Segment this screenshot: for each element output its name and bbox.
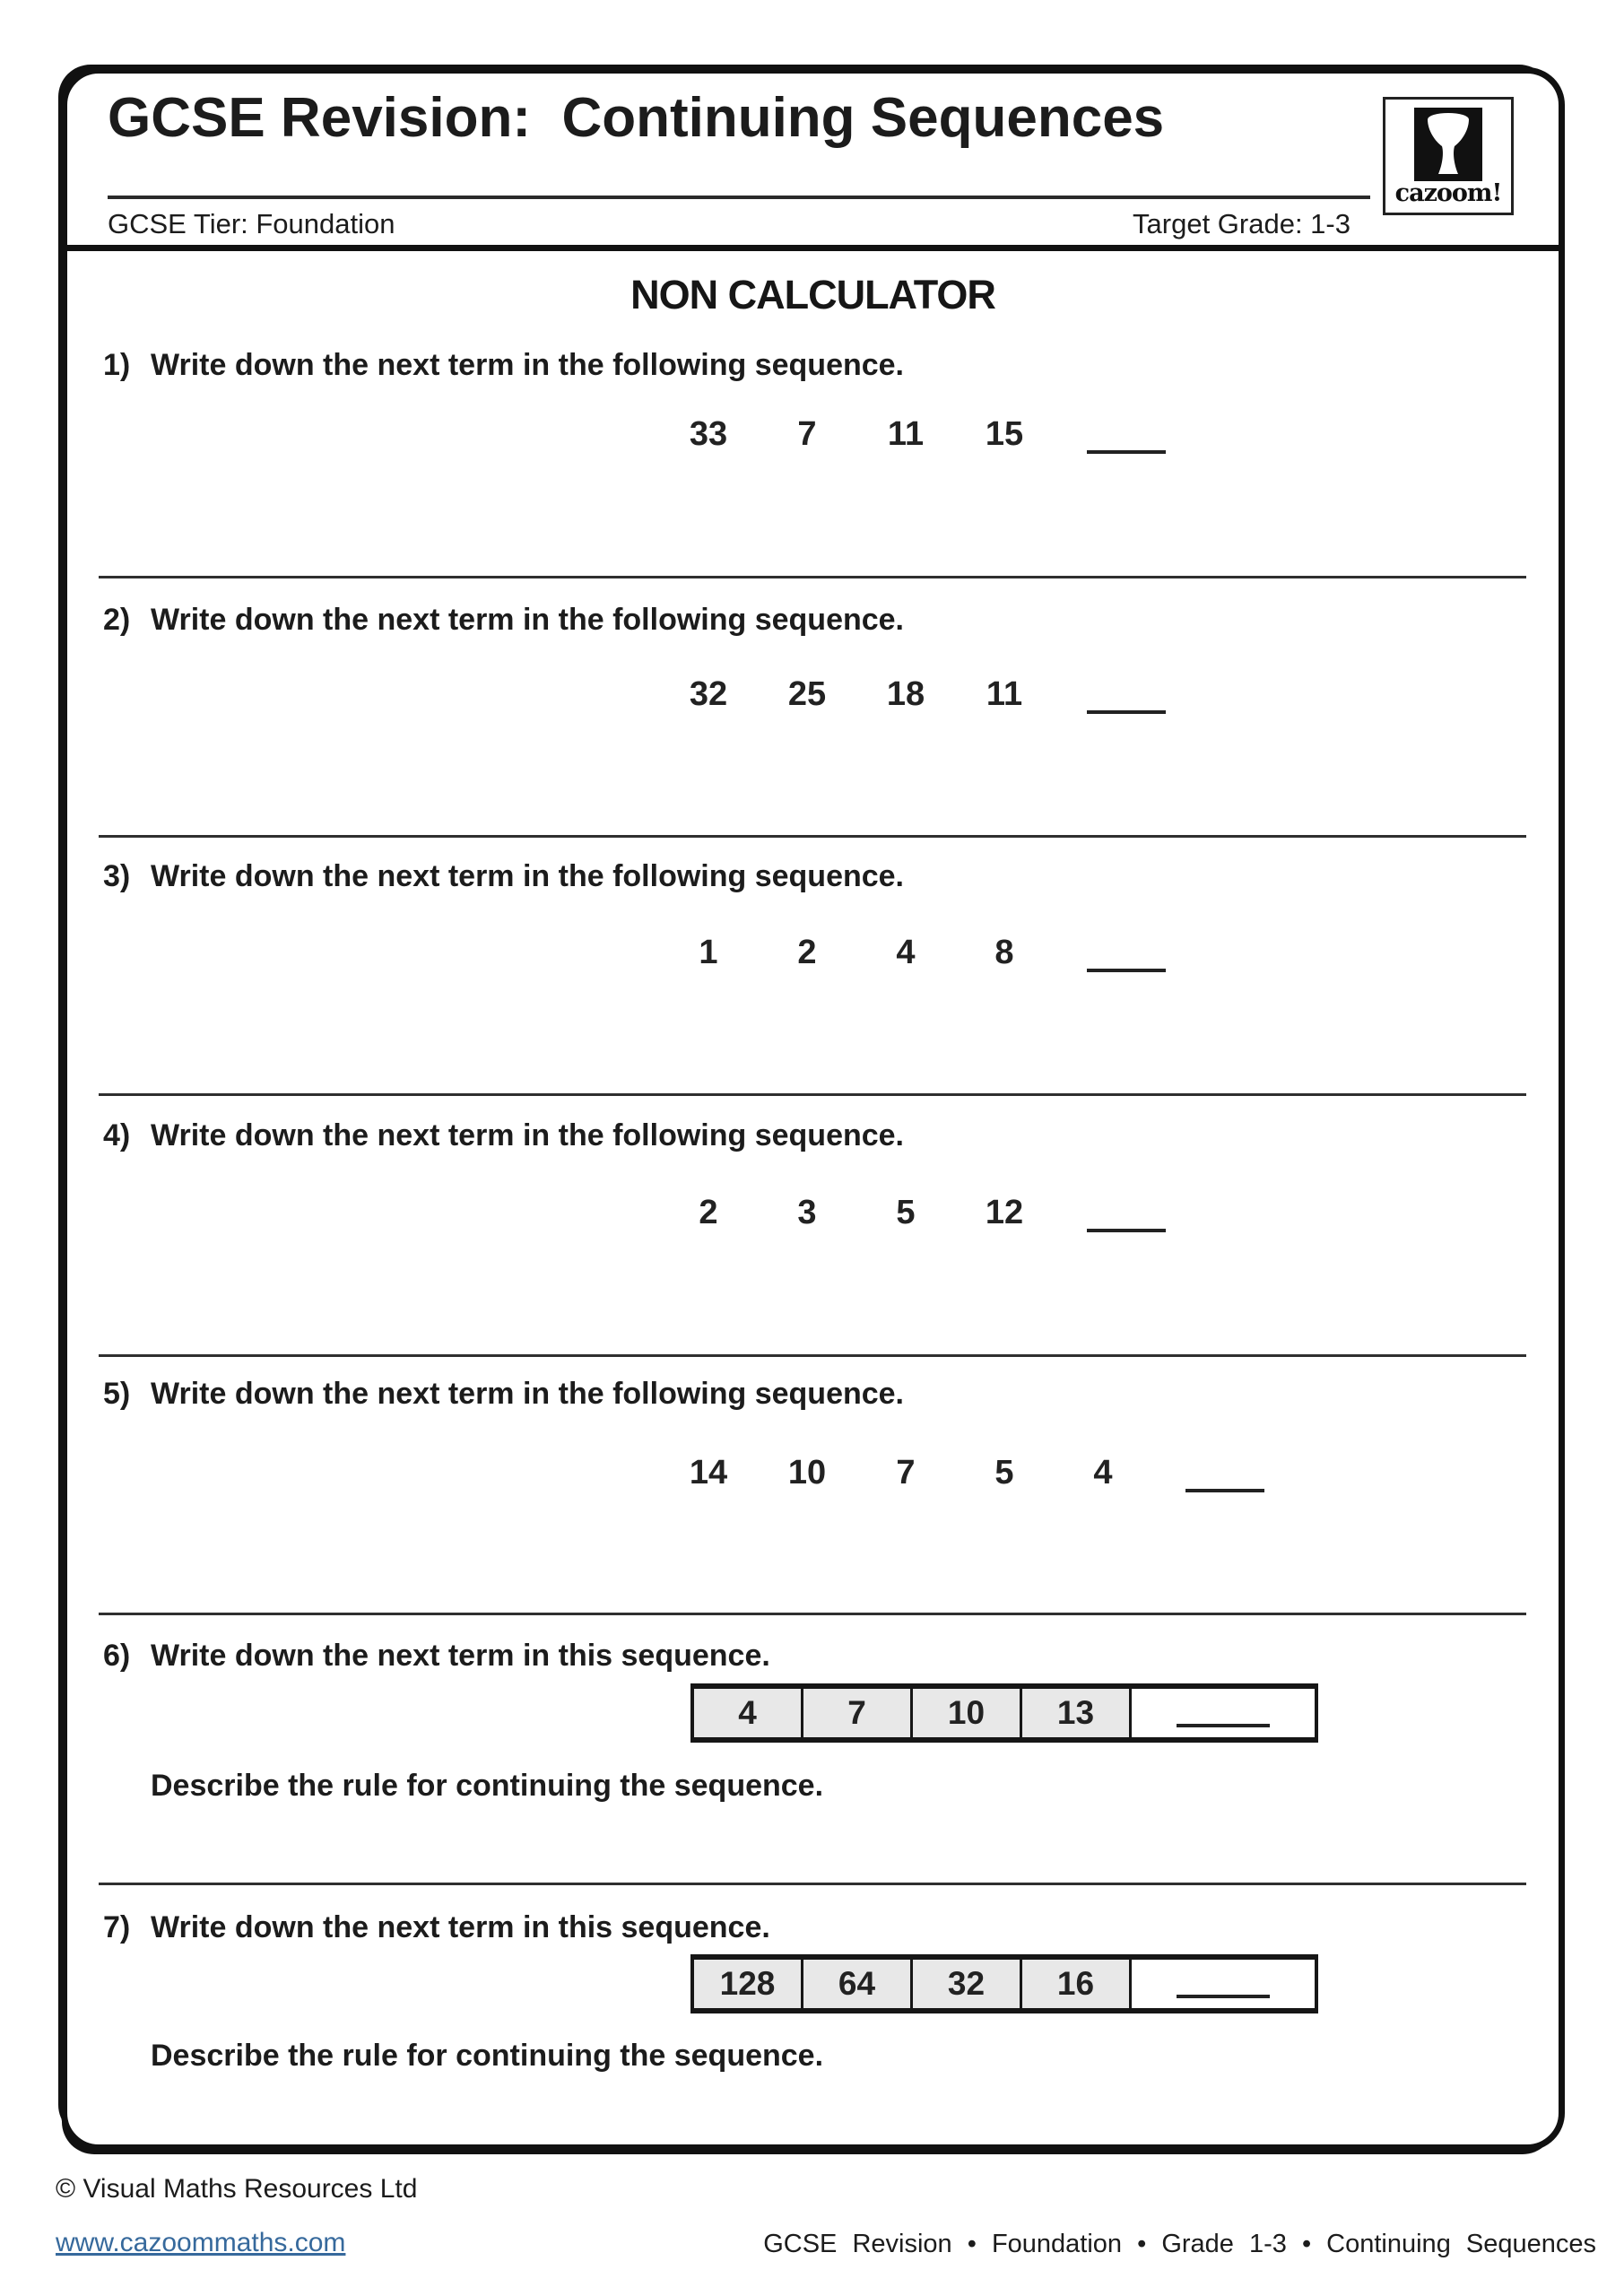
sequence-cell: 10 (913, 1689, 1022, 1737)
question-7 (103, 1910, 770, 1945)
sequence-term: 25 (787, 675, 827, 713)
sequence-term: 4 (896, 934, 916, 971)
describe-rule-text: Describe the rule for continuing the sequence. (151, 2039, 824, 2073)
question-text: Write down the next term in the following sequence. (151, 1118, 905, 1152)
question-text: Write down the next term in the following sequence. (151, 348, 905, 382)
question-number: 6) (103, 1639, 131, 1673)
sequence-term: 5 (896, 1194, 916, 1231)
tier-label: GCSE Tier: Foundation (108, 208, 395, 239)
sequence-row-3 (680, 933, 1166, 972)
question-divider (99, 576, 1526, 578)
sequence-term: 18 (886, 675, 925, 713)
answer-blank (1177, 1995, 1270, 1998)
sequence-term: 1 (699, 934, 718, 971)
sequence-term: 5 (994, 1454, 1014, 1492)
sequence-term: 11 (986, 675, 1023, 713)
question-number: 5) (103, 1377, 131, 1411)
sequence-table-7 (690, 1954, 1318, 2013)
drum-icon (1414, 108, 1482, 181)
sequence-term: 4 (1093, 1454, 1113, 1492)
sequence-term: 2 (699, 1194, 718, 1231)
sequence-cell: 128 (694, 1960, 803, 2008)
describe-rule-text: Describe the rule for continuing the sequence. (151, 1769, 824, 1803)
sequence-row-4 (680, 1193, 1166, 1232)
page-title: GCSE Revision: Continuing Sequences (108, 87, 1165, 149)
answer-blank (1087, 1196, 1166, 1232)
title-underline (108, 196, 1370, 199)
question-6 (103, 1639, 770, 1674)
logo-wordmark: cazoom! (1394, 179, 1502, 207)
sequence-term: 32 (689, 675, 728, 713)
question-3 (103, 859, 904, 894)
answer-cell (1132, 1960, 1315, 2008)
question-1 (103, 348, 904, 383)
worksheet-frame (61, 67, 1565, 2151)
sequence-row-1 (680, 414, 1166, 454)
question-2 (103, 603, 904, 638)
section-title: NON CALCULATOR (630, 272, 995, 317)
question-number: 7) (103, 1910, 131, 1944)
sequence-term: 11 (887, 415, 925, 453)
sequence-term: 3 (797, 1194, 817, 1231)
cazoom-logo (1383, 97, 1514, 215)
sequence-table-6 (690, 1683, 1318, 1743)
sequence-term: 12 (985, 1194, 1024, 1231)
question-number: 1) (103, 348, 131, 382)
question-divider (99, 835, 1526, 838)
answer-blank (1087, 936, 1166, 972)
sequence-cell: 16 (1022, 1960, 1132, 2008)
question-divider (99, 1354, 1526, 1357)
website-link[interactable]: www.cazoommaths.com (56, 2228, 346, 2257)
answer-cell (1132, 1689, 1315, 1737)
answer-blank (1177, 1724, 1270, 1727)
answer-blank (1087, 678, 1166, 714)
sequence-cell: 64 (803, 1960, 913, 2008)
sequence-row-2 (680, 674, 1166, 714)
question-5 (103, 1377, 904, 1412)
question-text: Write down the next term in the following sequence. (151, 859, 905, 893)
sequence-cell: 7 (803, 1689, 913, 1737)
sequence-term: 14 (689, 1454, 728, 1492)
question-divider (99, 1883, 1526, 1885)
sequence-cell: 13 (1022, 1689, 1132, 1737)
sequence-term: 2 (797, 934, 817, 971)
answer-blank (1087, 418, 1166, 454)
question-number: 2) (103, 603, 131, 637)
footer-breadcrumb: GCSE Revision • Foundation • Grade 1-3 • Continuing Sequences (763, 2230, 1596, 2258)
copyright-text: © Visual Maths Resources Ltd (56, 2174, 418, 2204)
question-4 (103, 1118, 904, 1153)
question-text: Write down the next term in the following sequence. (151, 603, 905, 637)
target-grade-label: Target Grade: 1-3 (1133, 208, 1350, 239)
sequence-term: 10 (787, 1454, 827, 1492)
sequence-term: 8 (994, 934, 1014, 971)
answer-blank (1185, 1457, 1264, 1492)
sequence-term: 15 (985, 415, 1024, 453)
sequence-cell: 32 (913, 1960, 1022, 2008)
question-text: Write down the next term in the following sequence. (151, 1377, 905, 1411)
question-text: Write down the next term in this sequence. (151, 1910, 770, 1944)
sequence-term: 7 (896, 1454, 916, 1492)
question-number: 3) (103, 859, 131, 893)
header-separator (61, 245, 1565, 251)
question-divider (99, 1093, 1526, 1096)
question-divider (99, 1613, 1526, 1615)
question-text: Write down the next term in this sequence. (151, 1639, 770, 1673)
sequence-term: 33 (689, 415, 728, 453)
question-number: 4) (103, 1118, 131, 1152)
sequence-cell: 4 (694, 1689, 803, 1737)
sequence-term: 7 (797, 415, 817, 453)
sequence-row-5 (680, 1453, 1264, 1492)
